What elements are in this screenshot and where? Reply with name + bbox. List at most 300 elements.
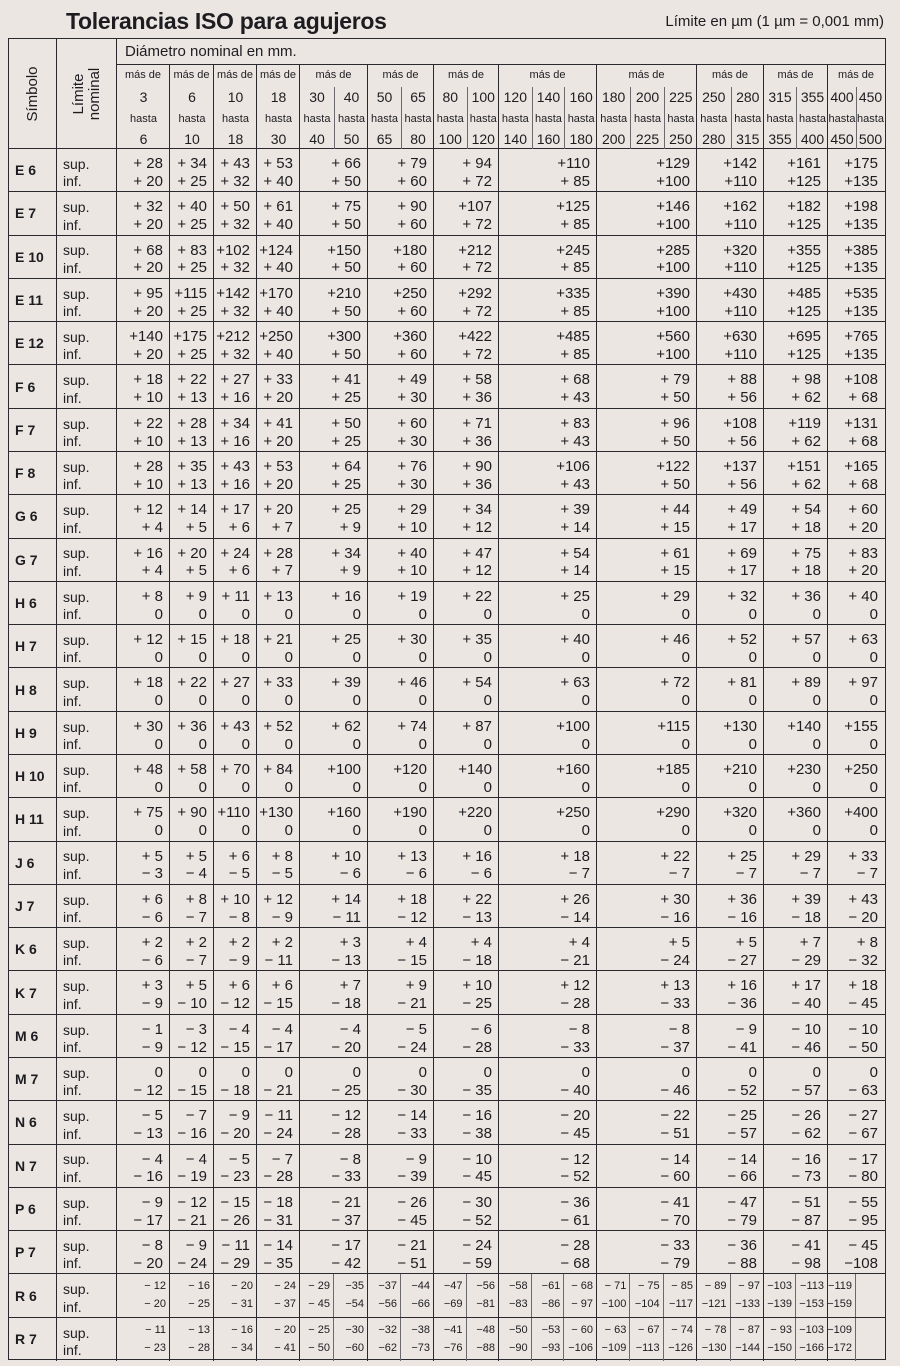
- inf-label: inf.: [63, 173, 82, 190]
- tolerance-value-cell: [764, 149, 828, 191]
- lower-deviation-value: + 9: [339, 562, 361, 580]
- lower-deviation-value: + 30: [397, 432, 427, 450]
- lower-deviation-value: + 25: [177, 216, 207, 234]
- tolerance-value-cell: [368, 1274, 401, 1316]
- hasta-label: hasta: [634, 113, 661, 125]
- lower-deviation-value: 0: [748, 822, 757, 840]
- lower-deviation-value: − 42: [331, 1254, 361, 1272]
- tolerance-symbol: J 7: [9, 885, 57, 927]
- tolerance-value-cell: [257, 279, 300, 321]
- lower-deviation-value: + 43: [560, 389, 590, 407]
- lower-deviation-value: − 20: [220, 1125, 250, 1143]
- upper-deviation-value: + 43: [220, 458, 250, 476]
- lower-deviation-value: + 50: [331, 345, 361, 363]
- upper-deviation-value: − 12: [177, 1193, 207, 1211]
- inf-label: inf.: [63, 519, 82, 536]
- lower-deviation-value: 0: [418, 648, 427, 666]
- upper-deviation-value: −119: [828, 1280, 852, 1293]
- tolerance-value-cell: [499, 192, 597, 234]
- range-from-value: 50: [376, 89, 393, 105]
- upper-deviation-value: + 63: [848, 631, 878, 649]
- tolerance-symbol: R 6: [9, 1274, 57, 1316]
- table-row: [9, 192, 885, 235]
- tolerance-value-cell: [434, 798, 499, 840]
- tolerance-value-cell: [170, 1231, 214, 1273]
- table-row: [9, 236, 885, 279]
- table-row: [9, 1274, 885, 1317]
- tolerance-value-cell: [697, 192, 764, 234]
- upper-deviation-value: − 12: [560, 1150, 590, 1168]
- hasta-label: hasta: [734, 113, 762, 125]
- upper-deviation-value: + 35: [462, 631, 492, 649]
- tolerance-value-cell: [764, 668, 828, 710]
- lower-deviation-value: − 10: [177, 995, 207, 1013]
- tolerance-value-cell: [257, 1015, 300, 1057]
- lower-deviation-value: + 50: [331, 216, 361, 234]
- limit-column-header: [57, 39, 117, 149]
- tolerance-value-cell: [630, 1274, 663, 1316]
- tolerance-value-cell: [170, 1015, 214, 1057]
- upper-deviation-value: + 16: [727, 977, 757, 995]
- upper-deviation-value: 0: [483, 1064, 492, 1082]
- hasta-label: hasta: [436, 113, 464, 125]
- upper-deviation-value: + 71: [462, 414, 492, 432]
- table-row: [9, 1058, 885, 1101]
- lower-deviation-value: −90: [508, 1341, 528, 1354]
- sup-label: sup.: [63, 415, 90, 432]
- lower-deviation-value: − 15: [177, 1081, 207, 1099]
- upper-deviation-value: + 6: [271, 977, 293, 995]
- tolerance-value-cell: [697, 625, 764, 667]
- lower-deviation-value: −166: [799, 1341, 824, 1354]
- tolerance-symbol: R 7: [9, 1318, 57, 1361]
- sup-label: sup.: [63, 675, 90, 692]
- tolerance-value-cell: [499, 1015, 597, 1057]
- tolerance-value-cell: [564, 1318, 597, 1361]
- upper-deviation-value: − 78: [704, 1323, 727, 1336]
- hasta-label: hasta: [700, 113, 728, 125]
- diameter-range-column: [434, 87, 467, 149]
- tolerance-value-cell: [117, 1231, 170, 1273]
- upper-deviation-value: + 8: [271, 847, 293, 865]
- limit-labels: [57, 322, 117, 364]
- lower-deviation-value: − 6: [141, 951, 163, 969]
- upper-deviation-value: + 2: [185, 934, 207, 952]
- upper-deviation-value: + 41: [331, 371, 361, 389]
- lower-deviation-value: 0: [483, 822, 492, 840]
- tolerance-value-cell: [499, 1274, 532, 1316]
- limit-labels: [57, 279, 117, 321]
- upper-deviation-value: − 21: [331, 1193, 361, 1211]
- upper-deviation-value: +630: [723, 328, 757, 346]
- lower-deviation-value: − 51: [660, 1125, 690, 1143]
- tolerance-value-cell: [368, 1318, 401, 1361]
- lower-deviation-value: −172: [827, 1341, 852, 1354]
- tolerance-value-cell: [170, 192, 214, 234]
- lower-deviation-value: − 57: [727, 1125, 757, 1143]
- lower-deviation-value: + 20: [133, 172, 163, 190]
- hasta-label: hasta: [567, 113, 595, 125]
- upper-deviation-value: +125: [556, 198, 590, 216]
- inf-label: inf.: [63, 1168, 82, 1185]
- diameter-range-column: [731, 87, 765, 149]
- limit-labels: [57, 1101, 117, 1143]
- tolerance-value-cell: [300, 1101, 368, 1143]
- range-from-value: 10: [227, 89, 244, 105]
- tolerance-value-cell: [257, 1101, 300, 1143]
- lower-deviation-value: 0: [154, 692, 163, 710]
- tolerance-value-cell: [214, 539, 257, 581]
- lower-deviation-value: −106: [568, 1341, 593, 1354]
- lower-deviation-value: + 15: [660, 562, 690, 580]
- tolerance-value-cell: [796, 1274, 828, 1316]
- upper-deviation-value: − 3: [185, 1020, 207, 1038]
- tolerance-value-cell: [597, 582, 697, 624]
- upper-deviation-value: +765: [844, 328, 878, 346]
- upper-deviation-value: + 22: [177, 371, 207, 389]
- tolerance-value-cell: [828, 539, 884, 581]
- tolerance-value-cell: [697, 495, 764, 537]
- upper-deviation-value: +175: [173, 328, 207, 346]
- lower-deviation-value: + 13: [177, 389, 207, 407]
- lower-deviation-value: − 17: [263, 1038, 293, 1056]
- lower-deviation-value: + 15: [660, 519, 690, 537]
- tolerance-value-cell: [697, 755, 764, 797]
- tolerance-symbol: F 8: [9, 452, 57, 494]
- lower-deviation-value: + 5: [185, 562, 207, 580]
- upper-deviation-value: + 90: [462, 458, 492, 476]
- lower-deviation-value: − 31: [231, 1298, 253, 1311]
- sup-label: sup.: [63, 1281, 90, 1298]
- upper-deviation-value: − 14: [727, 1150, 757, 1168]
- tolerance-value-cell: [170, 539, 214, 581]
- lower-deviation-value: + 20: [133, 259, 163, 277]
- sup-label: sup.: [63, 1324, 90, 1341]
- inf-label: inf.: [63, 303, 82, 320]
- tolerance-value-cell: [828, 322, 884, 364]
- upper-deviation-value: − 27: [848, 1107, 878, 1125]
- table-row: [9, 495, 885, 538]
- lower-deviation-value: − 39: [397, 1168, 427, 1186]
- tolerance-table: [8, 38, 886, 1360]
- lower-deviation-value: 0: [284, 778, 293, 796]
- tolerance-value-cell: [368, 1058, 434, 1100]
- range-to-value: 120: [471, 131, 495, 147]
- limit-labels: [57, 1231, 117, 1273]
- upper-deviation-value: + 12: [560, 977, 590, 995]
- tolerance-value-cell: [434, 1188, 499, 1230]
- hasta-label: hasta: [265, 113, 292, 125]
- upper-deviation-value: + 28: [263, 544, 293, 562]
- tolerance-value-cell: [597, 712, 697, 754]
- lower-deviation-value: 0: [418, 778, 427, 796]
- upper-deviation-value: + 29: [397, 501, 427, 519]
- diameter-header-label: Diámetro nominal en mm.: [117, 39, 885, 65]
- tolerance-value-cell: [368, 409, 434, 451]
- tolerance-symbol: N 7: [9, 1145, 57, 1187]
- mas-de-label: más de: [382, 69, 419, 81]
- tolerance-symbol: G 7: [9, 539, 57, 581]
- lower-deviation-value: + 17: [727, 519, 757, 537]
- tolerance-value-cell: [597, 1015, 697, 1057]
- upper-deviation-value: + 19: [397, 587, 427, 605]
- tolerance-value-cell: [697, 582, 764, 624]
- upper-deviation-value: − 8: [141, 1237, 163, 1255]
- lower-deviation-value: − 12: [133, 1081, 163, 1099]
- diameter-range-column: [796, 87, 828, 149]
- upper-deviation-value: − 15: [220, 1193, 250, 1211]
- upper-deviation-value: − 5: [141, 1107, 163, 1125]
- lower-deviation-value: 0: [198, 778, 207, 796]
- lower-deviation-value: − 29: [220, 1254, 250, 1272]
- upper-deviation-value: + 69: [727, 544, 757, 562]
- upper-deviation-value: − 6: [470, 1020, 492, 1038]
- table-row: [9, 798, 885, 841]
- lower-deviation-value: +100: [656, 216, 690, 234]
- tolerance-value-cell: [117, 798, 170, 840]
- upper-deviation-value: + 61: [660, 544, 690, 562]
- upper-deviation-value: − 16: [188, 1280, 210, 1293]
- lower-deviation-value: 0: [198, 605, 207, 623]
- upper-deviation-value: + 22: [177, 674, 207, 692]
- tolerance-value-cell: [300, 495, 368, 537]
- lower-deviation-value: + 85: [560, 216, 590, 234]
- tolerance-value-cell: [257, 1145, 300, 1187]
- tolerance-value-cell: [214, 582, 257, 624]
- range-from-value: 120: [503, 89, 527, 105]
- tolerance-symbol: M 6: [9, 1015, 57, 1057]
- lower-deviation-value: −133: [735, 1298, 760, 1311]
- upper-deviation-value: +129: [656, 155, 690, 173]
- tolerance-value-cell: [697, 1274, 731, 1316]
- lower-deviation-value: + 13: [177, 475, 207, 493]
- lower-deviation-value: − 9: [141, 1038, 163, 1056]
- lower-deviation-value: −130: [701, 1341, 727, 1354]
- mas-de-label: más de: [837, 69, 875, 81]
- lower-deviation-value: +100: [656, 302, 690, 320]
- tolerance-value-cell: [764, 279, 828, 321]
- upper-deviation-value: + 30: [660, 890, 690, 908]
- lower-deviation-value: + 85: [560, 259, 590, 277]
- tolerance-value-cell: [117, 625, 170, 667]
- upper-deviation-value: − 63: [604, 1323, 627, 1336]
- lower-deviation-value: +125: [787, 345, 821, 363]
- lower-deviation-value: 0: [154, 778, 163, 796]
- upper-deviation-value: + 39: [791, 890, 821, 908]
- tolerance-value-cell: [300, 842, 368, 884]
- table-row: [9, 1231, 885, 1274]
- lower-deviation-value: −113: [635, 1341, 660, 1354]
- upper-deviation-value: + 18: [133, 674, 163, 692]
- mas-de-label: más de: [124, 69, 162, 81]
- tolerance-value-cell: [764, 1101, 828, 1143]
- lower-deviation-value: −76: [443, 1341, 463, 1354]
- sup-label: sup.: [63, 1194, 90, 1211]
- upper-deviation-value: + 43: [220, 717, 250, 735]
- tolerance-value-cell: [499, 1188, 597, 1230]
- upper-deviation-value: 0: [154, 1064, 163, 1082]
- tolerance-value-cell: [117, 1318, 170, 1361]
- tolerance-value-cell: [300, 365, 368, 407]
- upper-deviation-value: + 12: [263, 890, 293, 908]
- tolerance-value-cell: [697, 1145, 764, 1187]
- upper-deviation-value: − 16: [231, 1323, 253, 1336]
- tolerance-value-cell: [434, 712, 499, 754]
- hasta-label: hasta: [222, 113, 249, 125]
- tolerance-symbol: H 8: [9, 668, 57, 710]
- lower-deviation-value: −69: [443, 1298, 463, 1311]
- lower-deviation-value: − 33: [560, 1038, 590, 1056]
- tolerance-value-cell: [434, 1231, 499, 1273]
- lower-deviation-value: − 24: [397, 1038, 427, 1056]
- lower-deviation-value: + 25: [177, 302, 207, 320]
- range-to-value: 225: [635, 131, 660, 147]
- tolerance-value-cell: [697, 668, 764, 710]
- lower-deviation-value: + 20: [848, 519, 878, 537]
- upper-deviation-value: − 26: [791, 1107, 821, 1125]
- tolerance-value-cell: [257, 322, 300, 364]
- lower-deviation-value: 0: [581, 692, 590, 710]
- limit-labels: [57, 1015, 117, 1057]
- lower-deviation-value: + 50: [660, 389, 690, 407]
- tolerance-value-cell: [597, 279, 697, 321]
- lower-deviation-value: − 62: [791, 1125, 821, 1143]
- upper-deviation-value: − 22: [660, 1107, 690, 1125]
- tolerance-value-cell: [300, 1015, 368, 1057]
- lower-deviation-value: − 27: [727, 951, 757, 969]
- upper-deviation-value: + 54: [560, 544, 590, 562]
- upper-deviation-value: + 18: [560, 847, 590, 865]
- upper-deviation-value: + 75: [791, 544, 821, 562]
- tolerance-value-cell: [214, 1058, 257, 1100]
- lower-deviation-value: + 10: [397, 519, 427, 537]
- tolerance-value-cell: [828, 1058, 884, 1100]
- lower-deviation-value: 0: [748, 648, 757, 666]
- lower-deviation-value: 0: [352, 778, 361, 796]
- range-to-value: 10: [184, 131, 200, 147]
- lower-deviation-value: − 24: [263, 1125, 293, 1143]
- lower-deviation-value: − 21: [397, 995, 427, 1013]
- lower-deviation-value: − 23: [220, 1168, 250, 1186]
- upper-deviation-value: − 45: [848, 1237, 878, 1255]
- tolerance-value-cell: [764, 365, 828, 407]
- lower-deviation-value: + 50: [660, 475, 690, 493]
- lower-deviation-value: +100: [656, 259, 690, 277]
- tolerance-value-cell: [467, 1318, 500, 1361]
- lower-deviation-value: − 9: [141, 995, 163, 1013]
- lower-deviation-value: +110: [724, 302, 757, 320]
- tolerance-value-cell: [764, 192, 828, 234]
- tolerance-symbol: N 6: [9, 1101, 57, 1143]
- lower-deviation-value: − 15: [397, 951, 427, 969]
- lower-deviation-value: −159: [827, 1298, 852, 1311]
- range-to-value: 18: [227, 131, 244, 147]
- tolerance-value-cell: [257, 755, 300, 797]
- sup-label: sup.: [63, 1151, 90, 1168]
- lower-deviation-value: − 7: [799, 865, 821, 883]
- tolerance-value-cell: [664, 1318, 697, 1361]
- limit-labels: [57, 1274, 117, 1316]
- tolerance-value-cell: [597, 322, 697, 364]
- hasta-label: hasta: [178, 113, 206, 125]
- inf-label: inf.: [63, 822, 82, 839]
- lower-deviation-value: 0: [284, 822, 293, 840]
- upper-deviation-value: −58: [508, 1280, 528, 1293]
- tolerance-value-cell: [697, 1188, 764, 1230]
- hasta-label: hasta: [303, 113, 331, 125]
- lower-deviation-value: −81: [476, 1298, 495, 1311]
- lower-deviation-value: 0: [869, 692, 878, 710]
- lower-deviation-value: + 72: [462, 172, 492, 190]
- tolerance-value-cell: [257, 1318, 300, 1361]
- upper-deviation-value: + 27: [220, 674, 250, 692]
- tolerance-value-cell: [597, 1058, 697, 1100]
- tolerance-value-cell: [532, 1318, 565, 1361]
- upper-deviation-value: + 66: [331, 155, 361, 173]
- tolerance-value-cell: [170, 452, 214, 494]
- upper-deviation-value: 0: [198, 1064, 207, 1082]
- tolerance-value-cell: [597, 495, 697, 537]
- lower-deviation-value: + 25: [177, 345, 207, 363]
- tolerance-value-cell: [170, 365, 214, 407]
- upper-deviation-value: + 34: [331, 544, 361, 562]
- upper-deviation-value: + 4: [470, 934, 492, 952]
- lower-deviation-value: +110: [724, 172, 757, 190]
- range-to-value: 40: [309, 131, 325, 147]
- upper-deviation-value: + 25: [331, 501, 361, 519]
- tolerance-value-cell: [828, 1101, 884, 1143]
- lower-deviation-value: + 40: [263, 216, 293, 234]
- lower-deviation-value: + 16: [220, 475, 250, 493]
- table-header: [9, 39, 885, 149]
- lower-deviation-value: − 18: [462, 951, 492, 969]
- lower-deviation-value: 0: [748, 692, 757, 710]
- tolerance-value-cell: [764, 625, 828, 667]
- hasta-label: hasta: [404, 113, 432, 125]
- tolerance-value-cell: [664, 1274, 697, 1316]
- tolerance-value-cell: [828, 582, 884, 624]
- tolerance-symbol: K 6: [9, 928, 57, 970]
- tolerance-value-cell: [170, 149, 214, 191]
- lower-deviation-value: +100: [656, 345, 690, 363]
- lower-deviation-value: + 50: [660, 432, 690, 450]
- lower-deviation-value: − 45: [397, 1211, 427, 1229]
- diameter-range-column: [597, 87, 630, 149]
- upper-deviation-value: + 22: [462, 587, 492, 605]
- tolerance-value-cell: [467, 1274, 500, 1316]
- upper-deviation-value: + 76: [397, 458, 427, 476]
- tolerance-value-cell: [434, 409, 499, 451]
- upper-deviation-value: −38: [411, 1323, 430, 1336]
- tolerance-value-cell: [300, 279, 368, 321]
- upper-deviation-value: − 9: [141, 1193, 163, 1211]
- tolerance-value-cell: [401, 1274, 434, 1316]
- lower-deviation-value: − 3: [141, 865, 163, 883]
- tolerance-value-cell: [300, 582, 368, 624]
- tolerance-value-cell: [257, 495, 300, 537]
- lower-deviation-value: − 20: [848, 908, 878, 926]
- diameter-range-column: [334, 87, 368, 149]
- tolerance-value-cell: [117, 1145, 170, 1187]
- diameter-range-column: [117, 87, 170, 149]
- upper-deviation-value: +131: [844, 414, 878, 432]
- tolerance-value-cell: [597, 625, 697, 667]
- tolerance-value-cell: [257, 971, 300, 1013]
- tolerance-value-cell: [117, 668, 170, 710]
- lower-deviation-value: + 85: [560, 345, 590, 363]
- tolerance-value-cell: [434, 495, 499, 537]
- tolerance-value-cell: [499, 365, 597, 407]
